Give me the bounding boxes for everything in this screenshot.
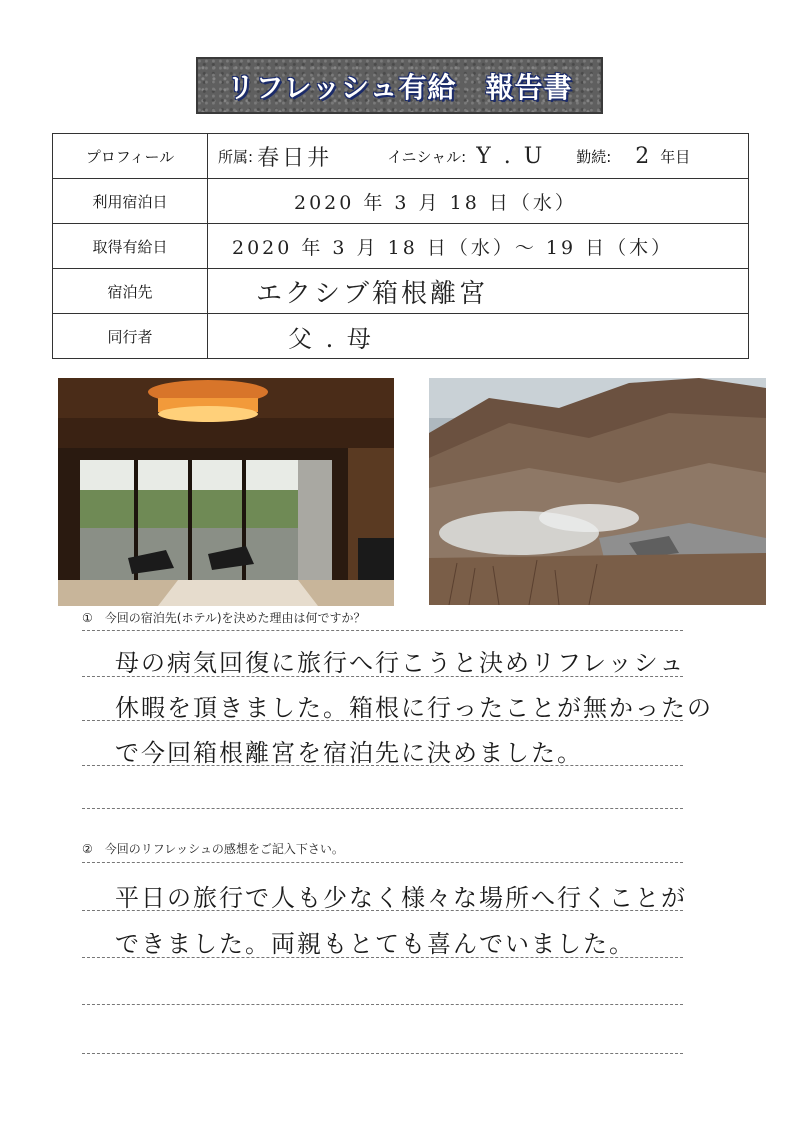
answer-rule xyxy=(82,765,683,766)
profile-table xyxy=(52,133,749,359)
answer-2-line-1: 平日の旅行で人も少なく様々な場所へ行くことが xyxy=(115,884,687,912)
leave-date-row xyxy=(53,224,749,269)
answer-2-line-2: できました。両親もとても喜んでいました。 xyxy=(115,930,635,958)
answer-rule xyxy=(82,1053,683,1054)
answer-rule xyxy=(82,808,683,809)
destination-label: 宿泊先 xyxy=(53,269,208,314)
tenure-label: 勤続: xyxy=(576,147,612,166)
answer-1-line-2: 休暇を頂きました。箱根に行ったことが無かったの xyxy=(115,694,713,722)
answer-rule xyxy=(82,910,683,911)
report-title-banner xyxy=(196,57,603,114)
profile-row xyxy=(53,134,749,179)
stay-date-row xyxy=(53,179,749,224)
owakudani-photo xyxy=(429,378,766,605)
stay-date-label: 利用宿泊日 xyxy=(53,179,208,224)
answer-1-line-1: 母の病気回復に旅行へ行こうと決めリフレッシュ xyxy=(115,649,686,677)
destination-value: エクシブ箱根離宮 xyxy=(256,278,489,309)
question-2-label: ② 今回のリフレッシュの感想をご記入下さい。 xyxy=(82,842,344,856)
stay-date-value: 2020 年 3 月 18 日（水） xyxy=(294,191,577,214)
answer-rule xyxy=(82,957,683,958)
tenure-unit: 年目 xyxy=(660,147,691,166)
answer-rule xyxy=(82,862,683,863)
answer-rule xyxy=(82,1004,683,1005)
initial-label: イニシャル: xyxy=(387,147,467,166)
answer-rule xyxy=(82,630,683,631)
affiliation-label: 所属: xyxy=(218,147,254,166)
answer-rule xyxy=(82,720,683,721)
leave-date-label: 取得有給日 xyxy=(53,224,208,269)
report-title: リフレッシュ有給 報告書 xyxy=(226,70,573,104)
affiliation-value: 春日井 xyxy=(257,145,333,171)
profile-label: プロフィール xyxy=(53,134,208,179)
companions-value: 父 . 母 xyxy=(288,324,374,353)
destination-row xyxy=(53,269,749,314)
answer-rule xyxy=(82,676,683,677)
leave-date-value: 2020 年 3 月 18 日（水）〜 19 日（木） xyxy=(232,236,674,259)
question-1-label: ① 今回の宿泊先(ホテル)を決めた理由は何ですか？ xyxy=(82,611,366,625)
answer-1-line-3: で今回箱根離宮を宿泊先に決めました。 xyxy=(115,739,583,767)
companions-row xyxy=(53,314,749,359)
tenure-value: 2 xyxy=(635,143,653,169)
initial-value: Y . U xyxy=(476,143,546,169)
companions-label: 同行者 xyxy=(53,314,208,359)
hotel-room-photo xyxy=(58,378,394,606)
